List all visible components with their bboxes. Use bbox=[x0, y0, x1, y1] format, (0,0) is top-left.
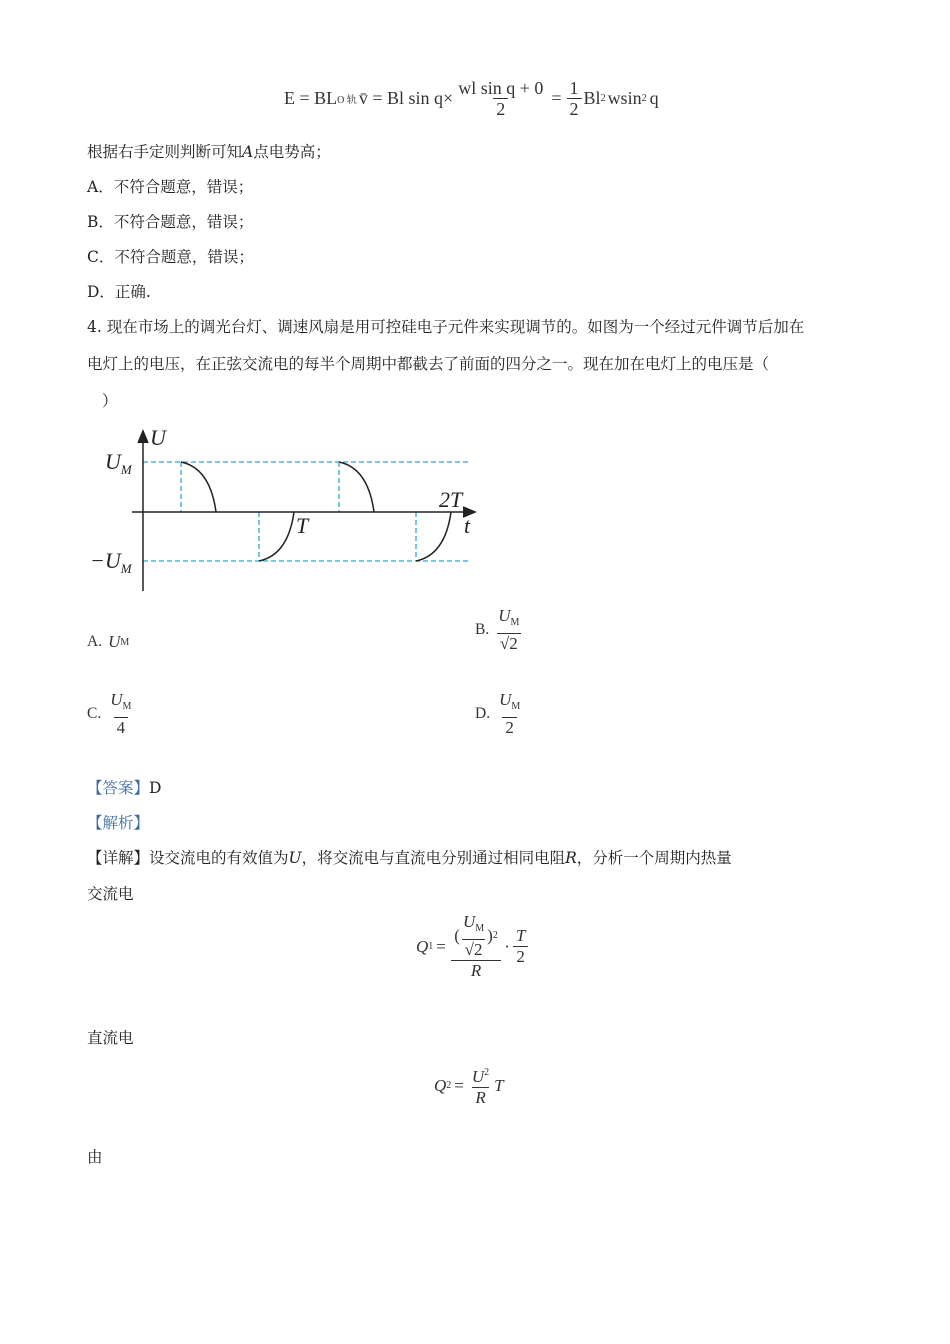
question-line3: ） bbox=[102, 392, 118, 410]
formula-mid: v̄ = Bl sin q× bbox=[358, 88, 454, 108]
line-d: D．正确. bbox=[87, 283, 151, 301]
answer-tag: 【答案】 bbox=[87, 779, 150, 797]
t-label: T bbox=[296, 513, 309, 538]
option-b[interactable]: B. $\frac{U_M}{√2}$ bbox=[475, 606, 520, 653]
formula-frac2: $\frac{1}{2}$ bbox=[567, 78, 582, 119]
curve-4 bbox=[416, 512, 451, 561]
voltage-graph bbox=[85, 423, 485, 598]
answer-line bbox=[87, 778, 161, 798]
last-line: 由 bbox=[87, 1148, 103, 1166]
line-c: C．不符合题意，错误； bbox=[87, 248, 254, 266]
formula-frac1: $\frac{\text{wl sin q + 0}}{2}$ bbox=[458, 78, 544, 119]
formula-top: E = BL O 轨 v̄ = Bl sin q× $\frac{\text{wl sin q + 0}}{2}$ = $\frac{1}{2}$ Bl 2 wsin 2 q bbox=[284, 78, 659, 119]
option-a[interactable]: A. U M bbox=[87, 632, 130, 651]
curve-1 bbox=[181, 462, 216, 512]
ac-formula: Q 1 = ( $\frac{U_M}{√2}$ ) 2 R · $\frac{T}{2}$ bbox=[416, 912, 530, 981]
y-axis-label: U bbox=[150, 425, 166, 450]
option-c[interactable]: C. $\frac{U_M}{4}$ bbox=[87, 690, 132, 737]
line-b: B．不符合题意，错误； bbox=[87, 213, 254, 231]
dc-formula: Q 2 = $\frac{U^2}{R}$ T bbox=[434, 1067, 504, 1107]
curve-3 bbox=[339, 462, 374, 512]
line-potential: 根据右手定则判断可知A点电势高； bbox=[87, 143, 331, 161]
x-axis-label: t bbox=[464, 513, 471, 538]
question-line2: 电灯上的电压，在正弦交流电的每半个周期中都截去了前面的四分之一。现在加在电灯上的电压是（ bbox=[87, 355, 770, 373]
dc-label: 直流电 bbox=[87, 1029, 134, 1047]
axes bbox=[132, 431, 475, 591]
formula-sub: O 轨 bbox=[337, 95, 357, 106]
neg-um-label: $-U_M$ bbox=[90, 548, 132, 576]
ac-label: 交流电 bbox=[87, 885, 134, 903]
two-t-label: 2T bbox=[439, 487, 463, 512]
option-d[interactable]: D. $\frac{U_M}{2}$ bbox=[475, 690, 521, 737]
um-label: $U_M$ bbox=[105, 449, 132, 477]
curve-2 bbox=[259, 512, 294, 561]
line-a: A．不符合题意，错误； bbox=[87, 178, 254, 196]
question-line1: 4. 现在市场上的调光台灯、调速风扇是用可控硅电子元件来实现调节的。如图为一个经过元件调节后加在 bbox=[87, 318, 805, 336]
formula-lhs: E = BL bbox=[284, 88, 338, 108]
analysis-tag: 【解析】 bbox=[87, 814, 150, 832]
detail-line: 【详解】设交流电的有效值为U，将交流电与直流电分别通过相同电阻R，分析一个周期内热量 bbox=[87, 849, 732, 867]
y-arrow bbox=[138, 431, 148, 443]
answer-value: D bbox=[149, 779, 162, 797]
